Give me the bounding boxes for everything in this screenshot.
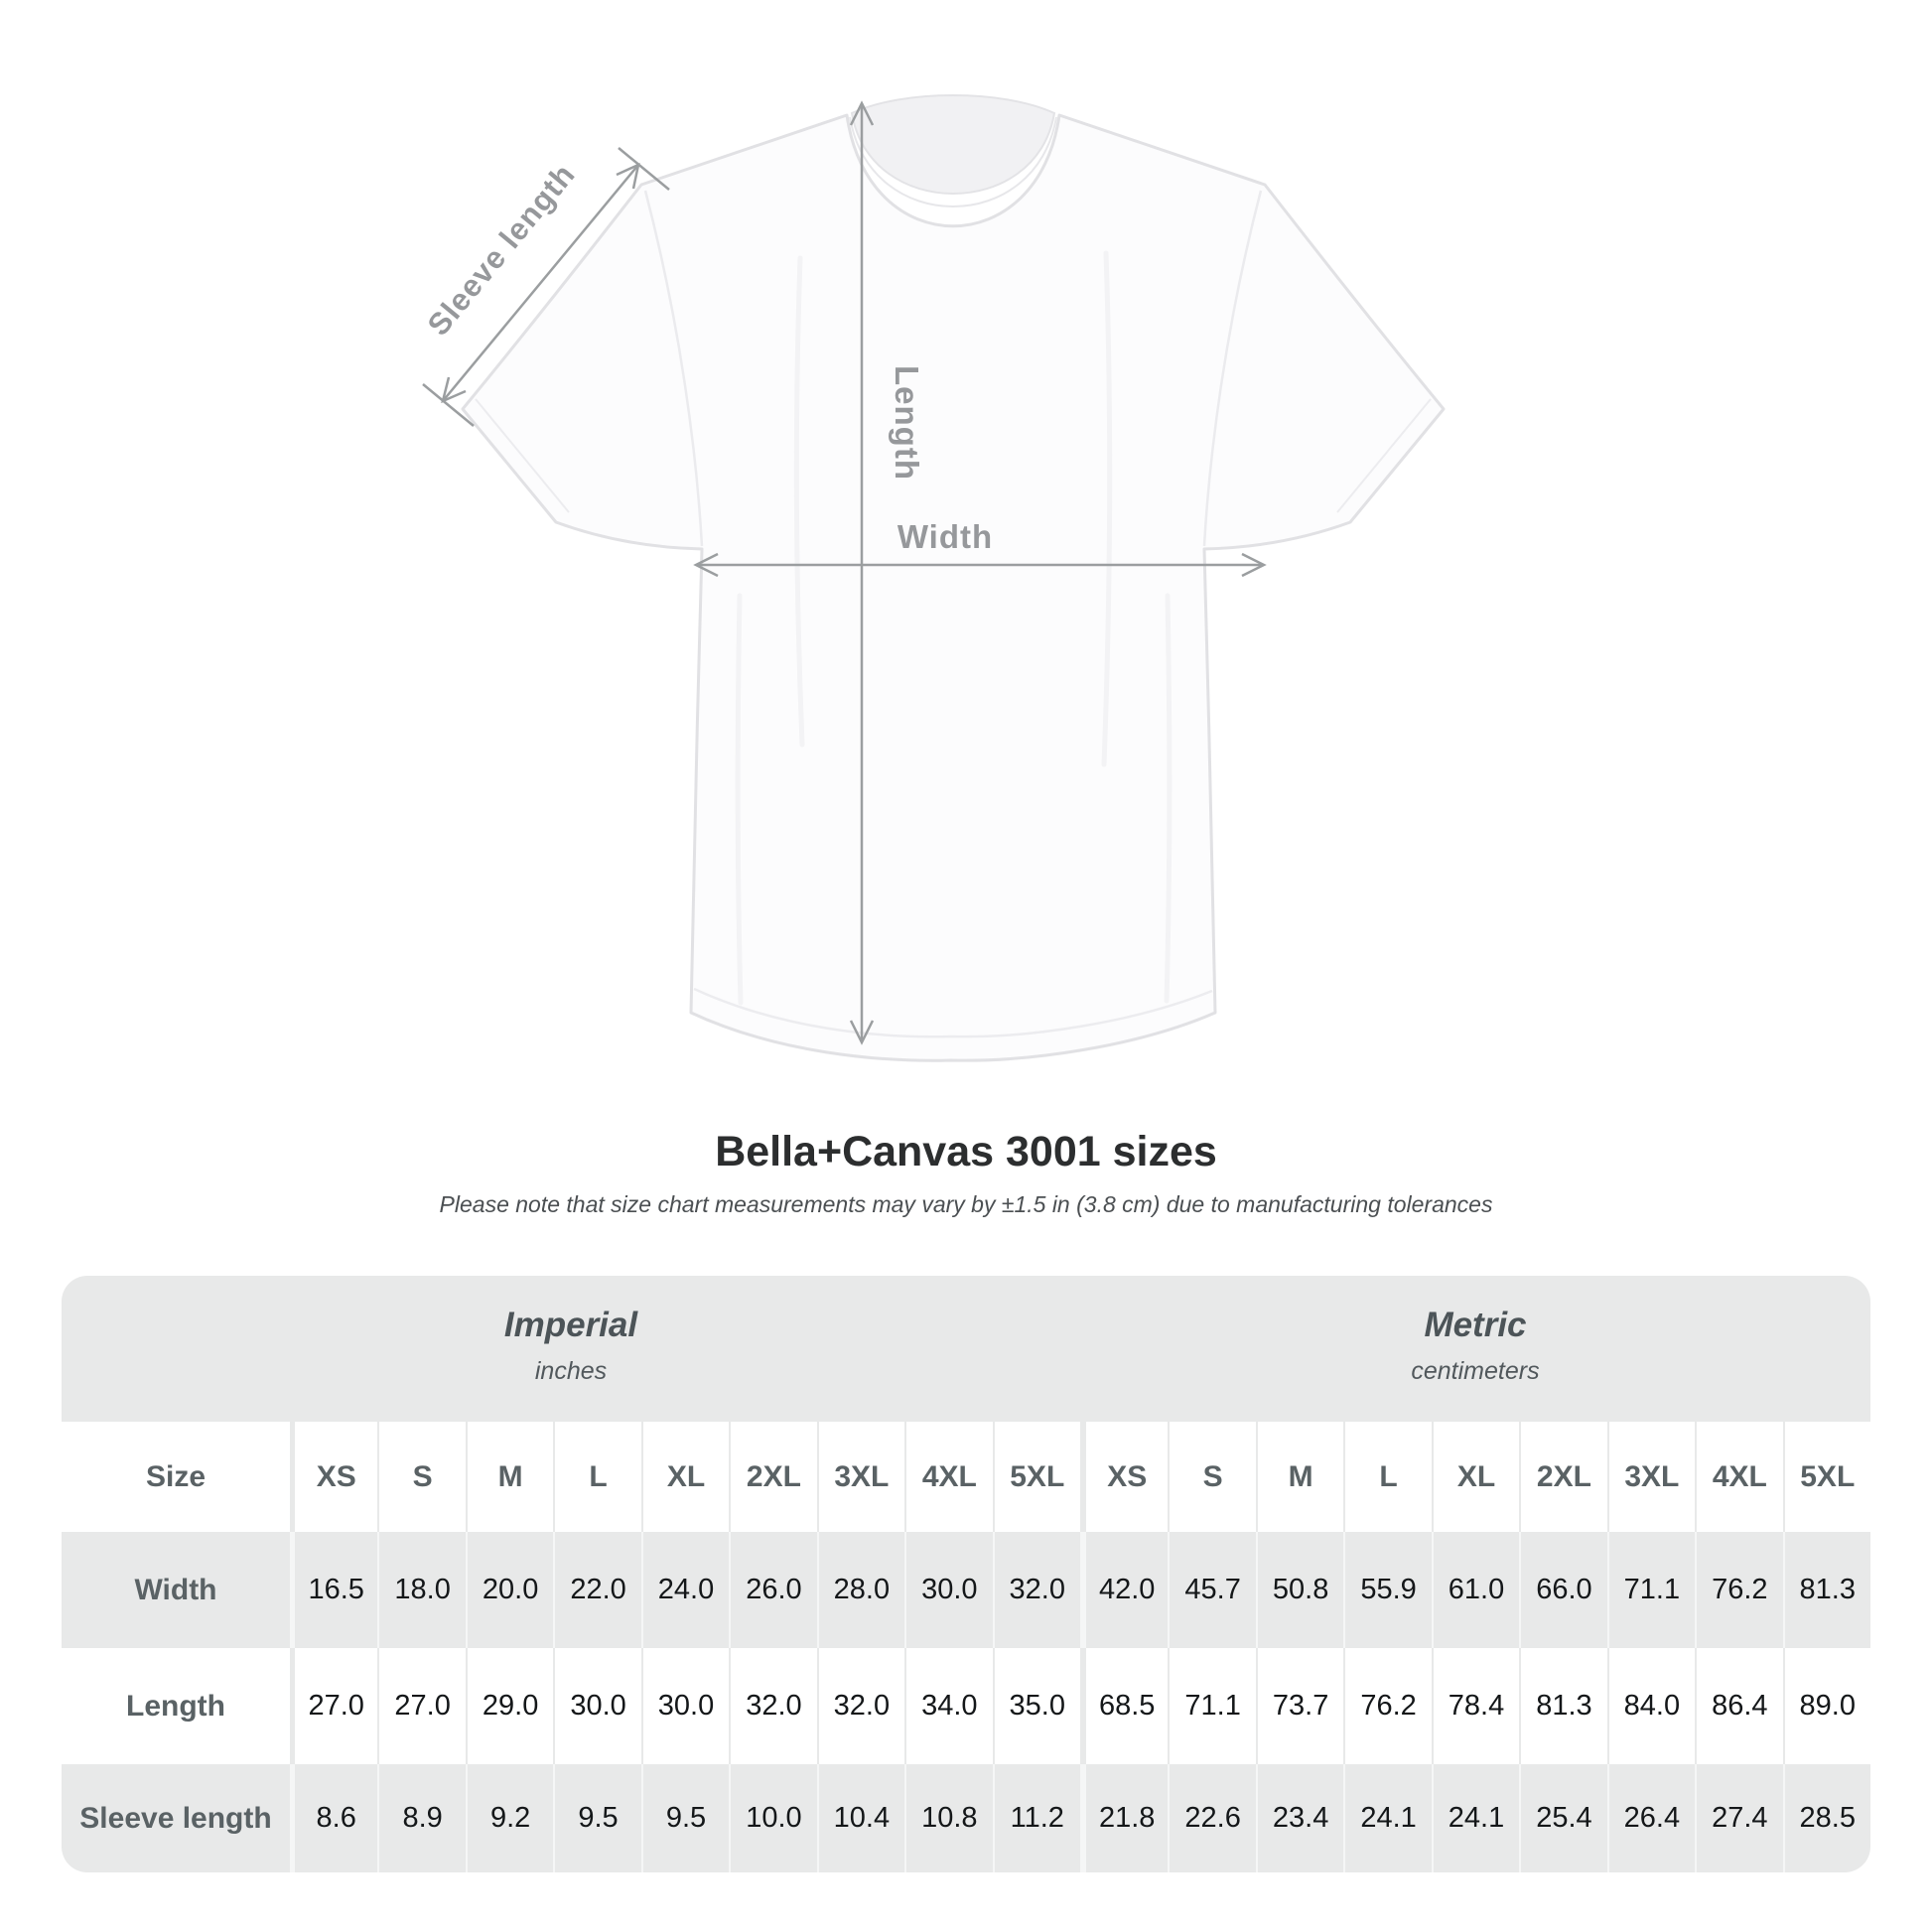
imperial-unit-label: inches <box>534 1357 608 1385</box>
col-header-metric-s: S <box>1168 1422 1255 1532</box>
size-table <box>62 1276 1870 1872</box>
col-header-imperial-xl: XL <box>641 1422 729 1532</box>
metric-title: Metric <box>1424 1306 1527 1344</box>
length-value: 73.7 <box>1256 1648 1343 1764</box>
col-header-metric-3xl: 3XL <box>1607 1422 1695 1532</box>
row-label-width: Width <box>134 1573 217 1606</box>
length-value: 27.0 <box>290 1648 377 1764</box>
width-value: 22.0 <box>553 1532 640 1648</box>
width-value: 18.0 <box>377 1532 465 1648</box>
col-header-metric-xs: XS <box>1080 1422 1168 1532</box>
row-label-sleeve-length: Sleeve length <box>79 1801 272 1835</box>
col-header-metric-2xl: 2XL <box>1519 1422 1606 1532</box>
sleeve-length-value: 24.1 <box>1343 1764 1431 1872</box>
sleeve-length-value: 9.5 <box>641 1764 729 1872</box>
length-value: 34.0 <box>904 1648 992 1764</box>
length-value: 32.0 <box>729 1648 816 1764</box>
length-label: Length <box>889 365 925 481</box>
col-header-imperial-s: S <box>377 1422 465 1532</box>
length-value: 89.0 <box>1783 1648 1870 1764</box>
length-value: 68.5 <box>1080 1648 1168 1764</box>
width-value: 16.5 <box>290 1532 377 1648</box>
col-header-metric-xl: XL <box>1432 1422 1519 1532</box>
width-value: 26.0 <box>729 1532 816 1648</box>
page-subtitle: Please note that size chart measurements may vary by ±1.5 in (3.8 cm) due to manufacturing tolerances <box>439 1191 1493 1217</box>
sleeve-length-value: 10.0 <box>729 1764 816 1872</box>
col-header-imperial-2xl: 2XL <box>729 1422 816 1532</box>
width-value: 42.0 <box>1080 1532 1168 1648</box>
length-value: 35.0 <box>993 1648 1080 1764</box>
sleeve-length-value: 9.5 <box>553 1764 640 1872</box>
sleeve-length-value: 25.4 <box>1519 1764 1606 1872</box>
sleeve-length-value: 27.4 <box>1695 1764 1782 1872</box>
sleeve-length-value: 28.5 <box>1783 1764 1870 1872</box>
imperial-title: Imperial <box>503 1306 638 1344</box>
row-label-length: Length <box>62 1648 290 1764</box>
imperial-section-header <box>62 1276 1080 1422</box>
col-header-imperial-5xl: 5XL <box>993 1422 1080 1532</box>
length-value: 84.0 <box>1607 1648 1695 1764</box>
length-value: 71.1 <box>1168 1648 1255 1764</box>
length-value: 30.0 <box>553 1648 640 1764</box>
sleeve-length-label: Sleeve length <box>420 157 583 343</box>
width-value: 66.0 <box>1519 1532 1606 1648</box>
sleeve-length-value: 22.6 <box>1168 1764 1255 1872</box>
length-value: 32.0 <box>817 1648 904 1764</box>
width-value: 32.0 <box>993 1532 1080 1648</box>
width-value: 61.0 <box>1432 1532 1519 1648</box>
width-value: 45.7 <box>1168 1532 1255 1648</box>
length-value: 86.4 <box>1695 1648 1782 1764</box>
width-value: 55.9 <box>1343 1532 1431 1648</box>
sleeve-length-value: 8.9 <box>377 1764 465 1872</box>
col-header-imperial-l: L <box>553 1422 640 1532</box>
col-header-metric-5xl: 5XL <box>1783 1422 1870 1532</box>
width-value: 71.1 <box>1607 1532 1695 1648</box>
sleeve-length-value: 23.4 <box>1256 1764 1343 1872</box>
col-header-imperial-m: M <box>466 1422 553 1532</box>
length-value: 30.0 <box>641 1648 729 1764</box>
col-header-metric-m: M <box>1256 1422 1343 1532</box>
width-value: 24.0 <box>641 1532 729 1648</box>
tshirt-body <box>463 115 1444 1060</box>
width-label: Width <box>897 518 994 555</box>
sleeve-length-value: 10.4 <box>817 1764 904 1872</box>
sleeve-length-value: 26.4 <box>1607 1764 1695 1872</box>
width-value: 20.0 <box>466 1532 553 1648</box>
sleeve-length-value: 11.2 <box>993 1764 1080 1872</box>
sleeve-length-value: 8.6 <box>290 1764 377 1872</box>
width-value: 81.3 <box>1783 1532 1870 1648</box>
width-value: 76.2 <box>1695 1532 1782 1648</box>
col-header-imperial-3xl: 3XL <box>817 1422 904 1532</box>
width-value: 30.0 <box>904 1532 992 1648</box>
metric-unit-label: centimeters <box>1411 1357 1540 1385</box>
sleeve-length-value: 9.2 <box>466 1764 553 1872</box>
col-header-metric-l: L <box>1343 1422 1431 1532</box>
page-title: Bella+Canvas 3001 sizes <box>715 1128 1217 1175</box>
sleeve-length-value: 10.8 <box>904 1764 992 1872</box>
col-header-imperial-xs: XS <box>290 1422 377 1532</box>
width-value: 28.0 <box>817 1532 904 1648</box>
col-header-imperial-4xl: 4XL <box>904 1422 992 1532</box>
width-value: 50.8 <box>1256 1532 1343 1648</box>
length-value: 81.3 <box>1519 1648 1606 1764</box>
sleeve-length-value: 21.8 <box>1080 1764 1168 1872</box>
metric-section-header <box>1080 1276 1870 1422</box>
length-value: 76.2 <box>1343 1648 1431 1764</box>
length-value: 78.4 <box>1432 1648 1519 1764</box>
size-header-cell: Size <box>62 1422 290 1532</box>
sleeve-length-value: 24.1 <box>1432 1764 1519 1872</box>
tshirt-illustration <box>463 95 1444 1060</box>
length-value: 27.0 <box>377 1648 465 1764</box>
col-header-metric-4xl: 4XL <box>1695 1422 1782 1532</box>
length-value: 29.0 <box>466 1648 553 1764</box>
